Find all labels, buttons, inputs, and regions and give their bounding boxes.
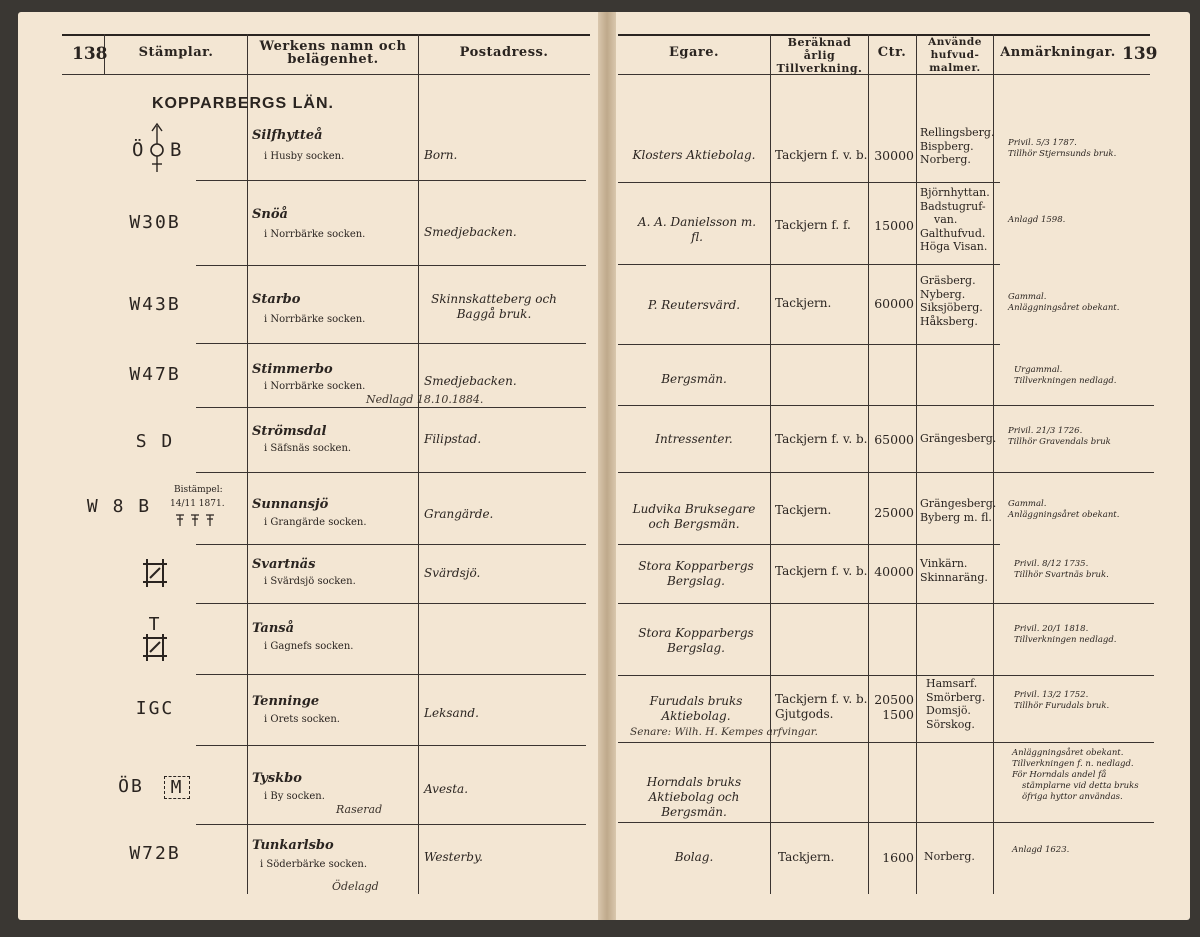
ctr-cell: 1500 (882, 707, 914, 722)
works-parish: i Gagnefs socken. (264, 641, 354, 652)
remark-line: För Horndals andel få (1012, 770, 1107, 780)
ore-line: Smörberg. (926, 690, 986, 704)
works-name: Starbo (252, 292, 301, 307)
postal-address: Smedjebacken. (424, 225, 517, 239)
handwritten-note: Raserad (336, 803, 383, 816)
ores-cell (920, 274, 983, 328)
stamp-w8b: W 8 B (86, 496, 152, 517)
ctr-cell: 20500 (874, 692, 914, 707)
header-postal: Postadress. (459, 45, 549, 60)
ore-line: Rellingsberg. (920, 126, 995, 139)
row-rule (618, 544, 1000, 545)
remark-line: Anläggningsåret obekant. (1008, 303, 1120, 313)
ore-line: Sörskog. (926, 717, 975, 731)
page-number-left: 138 (72, 44, 108, 64)
row-rule (196, 407, 586, 408)
owner-cell: A. A. Danielsson m. fl. (637, 215, 757, 244)
ctr-cell: 65000 (874, 432, 914, 447)
remark-line: Gammal. (1008, 292, 1047, 302)
oreb-stamp-mark (130, 118, 188, 176)
works-parish: i By socken. (264, 791, 325, 802)
postal-address: Skinnskatteberg och Baggå bruk. (431, 292, 557, 321)
works-parish: i Orets socken. (264, 714, 340, 725)
ores-cell (920, 186, 990, 254)
bistamp-marks-icon (174, 512, 218, 528)
remarks-cell (1008, 292, 1119, 314)
row-rule (196, 745, 586, 746)
remark-line: Tillhör Stjernsunds bruk. (1008, 149, 1117, 159)
row-rule (618, 182, 1000, 183)
row-rule (196, 180, 586, 181)
ctr-cell: 30000 (874, 148, 914, 163)
remark-line: Privil. 20/1 1818. (1014, 624, 1089, 634)
svartnas-stamp-mark (142, 556, 168, 590)
left-top-rule (62, 34, 590, 36)
remarks-cell (1008, 426, 1111, 448)
stamp-ob-tyskbo: ÖB (118, 776, 144, 797)
postal-address: Born. (424, 148, 458, 162)
stamp-w72b: W72B (129, 843, 181, 864)
book-gutter (598, 12, 616, 920)
ore-line: Vinkärn. (920, 557, 968, 570)
postal-address: Westerby. (424, 850, 483, 864)
ore-line: van. (934, 213, 958, 226)
works-name: Svartnäs (252, 557, 316, 572)
works-name: Strömsdal (252, 424, 327, 439)
owner-cell: Furudals bruks Aktiebolag. (649, 694, 743, 723)
row-rule (618, 344, 1000, 345)
ore-line: Domsjö. (926, 704, 971, 717)
works-name: Tyskbo (252, 771, 302, 786)
production-cell: Tackjern. (775, 503, 832, 517)
ore-line: Galthufvud. (920, 226, 986, 240)
works-name: Stimmerbo (252, 362, 333, 377)
row-rule (618, 675, 1154, 676)
ctr-cell: 25000 (874, 505, 914, 520)
owner-cell: P. Reutersvärd. (647, 298, 741, 312)
remark-line: Tillverkningen nedlagd. (1014, 635, 1117, 645)
remarks-cell (1008, 499, 1119, 521)
remark-line: Privil. 21/3 1726. (1008, 426, 1083, 436)
ore-line: Höga Visan. (920, 240, 988, 253)
bistamp-label: Bistämpel: (174, 485, 223, 495)
remarks-cell (1014, 365, 1117, 387)
header-works: Werkens namn och belägenhet. (259, 39, 407, 67)
right-col-rule-2 (868, 34, 869, 894)
header-stamps: Stämplar. (138, 45, 214, 60)
remark-line: Anlagd 1623. (1012, 845, 1070, 855)
ore-line: Bispberg. (920, 139, 974, 153)
header-ctr: Ctr. (877, 45, 907, 60)
owner-cell: Ludvika Bruksegare och Bergsmän. (632, 502, 756, 531)
ore-line: Hamsarf. (926, 677, 978, 690)
stamp-t: T (148, 614, 162, 635)
owner-cell: Stora Kopparbergs Bergslag. (638, 559, 754, 588)
remark-line: öfriga hyttor användas. (1022, 792, 1123, 802)
ores-cell (920, 557, 988, 584)
row-rule (618, 472, 1154, 473)
remark-line: Privil. 8/12 1735. (1014, 559, 1089, 569)
region-title: KOPPARBERGS LÄN. (152, 95, 334, 112)
ore-line: Byberg m. fl. (920, 510, 992, 524)
remark-line: Tillhör Gravendals bruk (1008, 437, 1111, 447)
postal-address: Avesta. (424, 782, 469, 796)
production-cell: Tackjern. (775, 296, 832, 310)
stamp-w30b: W30B (129, 212, 181, 233)
remark-line: Tillverkningen nedlagd. (1014, 376, 1117, 386)
handwritten-note: Nedlagd 18.10.1884. (366, 393, 484, 406)
row-rule (196, 674, 586, 675)
production-cell: Tackjern f. f. (775, 218, 851, 232)
ores-cell (920, 126, 994, 167)
svg-text:B: B (170, 139, 182, 161)
works-name: Tanså (252, 621, 295, 636)
ore-line: Grängesberg. (920, 432, 997, 445)
postal-address: Grangärde. (424, 507, 494, 521)
works-name: Tunkarlsbo (252, 838, 334, 853)
postal-address: Svärdsjö. (424, 566, 481, 580)
row-rule (618, 405, 1154, 406)
remark-line: Tillhör Svartnäs bruk. (1014, 570, 1109, 580)
ore-line: Håksberg. (920, 314, 978, 328)
stamp-w47b: W47B (129, 364, 181, 385)
production-cell: Tackjern f. v. b. (775, 692, 868, 706)
production-cell: Gjutgods. (775, 707, 834, 721)
postal-address: Smedjebacken. (424, 374, 517, 388)
ore-line: Skinnaräng. (920, 570, 988, 584)
row-rule (196, 824, 586, 825)
page-number-right: 139 (1122, 44, 1158, 64)
remarks-cell (1012, 845, 1069, 856)
production-cell: Tackjern f. v. b. (775, 148, 868, 162)
remarks-cell (1014, 624, 1117, 646)
remark-line: Privil. 13/2 1752. (1014, 690, 1089, 700)
svg-text:Ö: Ö (132, 139, 144, 161)
postal-address: Leksand. (424, 706, 479, 720)
header-ores: Använde hufvud-malmer. (928, 36, 982, 74)
stamp-boxed-m: M (164, 776, 190, 799)
remark-line: Gammal. (1008, 499, 1047, 509)
handwritten-note: Senare: Wilh. H. Kempes arfvingar. (630, 726, 818, 738)
ctr-cell: 60000 (874, 296, 914, 311)
stamp-w43b: W43B (129, 294, 181, 315)
remark-line: Urgammal. (1014, 365, 1063, 375)
ore-line: Norberg. (924, 850, 975, 863)
owner-cell: Bergsmän. (661, 372, 727, 386)
right-col-rule-3 (916, 34, 917, 894)
stamp-sd: S D (135, 431, 175, 452)
remark-line: Anläggningsåret obekant. (1012, 748, 1124, 758)
row-rule (196, 544, 586, 545)
works-parish: i Säfsnäs socken. (264, 443, 352, 454)
stamp-igc: IGC (135, 698, 175, 719)
row-rule (618, 264, 1000, 265)
production-cell: Tackjern f. v. b. (775, 432, 868, 446)
right-header-rule (618, 74, 1150, 75)
remark-line: Privil. 5/3 1787. (1008, 138, 1077, 148)
remark-line: Anlagd 1598. (1008, 215, 1066, 225)
row-rule (196, 472, 586, 473)
right-top-rule (618, 34, 1150, 36)
ores-cell (926, 677, 985, 731)
ore-line: Björnhyttan. (920, 186, 990, 199)
works-parish: i Svärdsjö socken. (264, 576, 356, 587)
works-parish: i Norrbärke socken. (264, 314, 366, 325)
remarks-cell (1012, 748, 1139, 803)
remarks-cell (1008, 138, 1116, 160)
works-parish: i Söderbärke socken. (260, 859, 367, 870)
works-name: Sunnansjö (252, 497, 329, 512)
production-cell: Tackjern f. v. b. (775, 564, 868, 578)
row-rule (618, 603, 1154, 604)
left-col-rule-2 (418, 34, 419, 894)
row-rule (196, 343, 586, 344)
works-name: Snöå (252, 207, 288, 222)
row-rule (196, 603, 586, 604)
postal-address: Filipstad. (424, 432, 482, 446)
remarks-cell (1014, 559, 1109, 581)
header-remarks: Anmärkningar. (1000, 45, 1116, 60)
left-col-rule-1 (247, 34, 248, 894)
ores-cell (924, 850, 975, 864)
owner-cell: Stora Kopparbergs Bergslag. (638, 626, 754, 655)
ctr-cell: 40000 (874, 564, 914, 579)
owner-cell: Bolag. (674, 850, 714, 864)
header-owner: Egare. (668, 45, 720, 60)
row-rule (196, 265, 586, 266)
works-parish: i Norrbärke socken. (264, 381, 366, 392)
owner-cell: Klosters Aktiebolag. (632, 148, 756, 162)
works-parish: i Norrbärke socken. (264, 229, 366, 240)
row-rule (618, 742, 1154, 743)
production-cell: Tackjern. (778, 850, 835, 864)
remarks-cell (1014, 690, 1109, 712)
ctr-cell: 1600 (882, 850, 914, 865)
ore-line: Grängesberg. (920, 497, 997, 510)
ore-line: Siksjöberg. (920, 301, 983, 314)
ore-line: Nyberg. (920, 287, 966, 301)
bistamp-date: 14/11 1871. (170, 499, 225, 509)
owner-cell: Intressenter. (655, 432, 733, 446)
right-col-rule-1 (770, 34, 771, 894)
works-name: Silfhytteå (252, 128, 323, 143)
works-parish: i Husby socken. (264, 151, 345, 162)
ore-line: Gräsberg. (920, 274, 976, 287)
works-parish: i Grangärde socken. (264, 517, 367, 528)
tansa-stamp-mark (142, 632, 168, 664)
remark-line: stämplarne vid detta bruks (1022, 781, 1139, 791)
works-name: Tenninge (252, 694, 320, 709)
owner-cell: Horndals bruks Aktiebolag och Bergsmän. (646, 775, 742, 819)
remark-line: Anläggningsåret obekant. (1008, 510, 1120, 520)
remarks-cell (1008, 215, 1065, 226)
ore-line: Badstugruf- (920, 199, 986, 213)
left-header-rule (62, 74, 590, 75)
ores-cell (920, 432, 996, 446)
ctr-cell: 15000 (874, 218, 914, 233)
row-rule (618, 822, 1154, 823)
remark-line: Tillhör Furudals bruk. (1014, 701, 1110, 711)
remark-line: Tillverkningen f. n. nedlagd. (1012, 759, 1134, 769)
header-production: Beräknad årlig Tillverkning. (776, 36, 863, 75)
ore-line: Norberg. (920, 153, 971, 166)
handwritten-note: Ödelagd (332, 880, 379, 893)
ores-cell (920, 497, 996, 524)
